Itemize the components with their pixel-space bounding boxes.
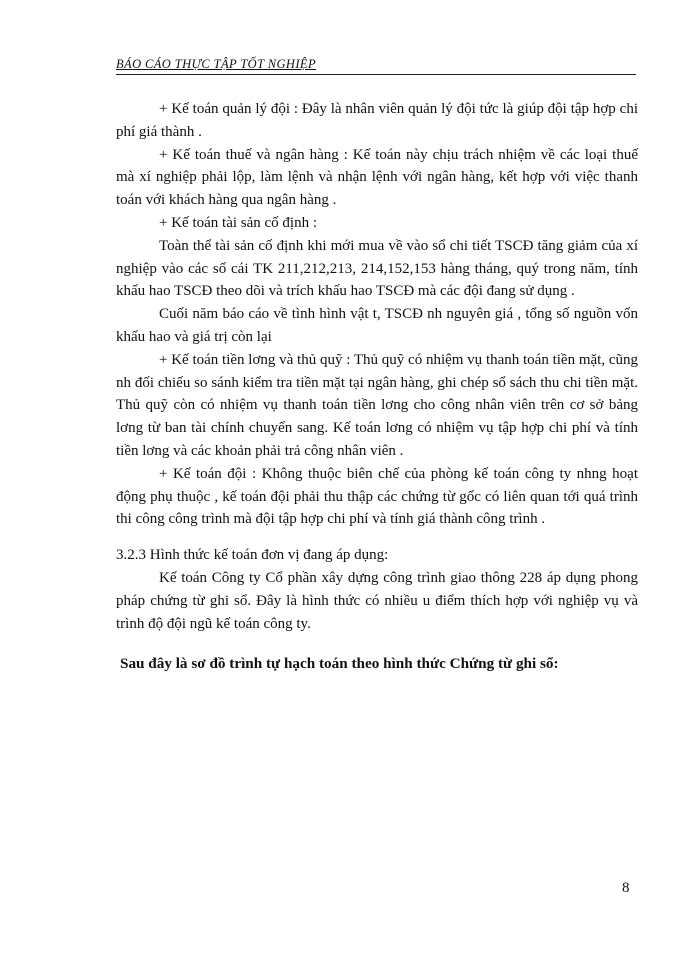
section-heading: 3.2.3 Hình thức kế toán đơn vị đang áp dụng: (116, 547, 389, 564)
document-body (116, 98, 638, 676)
page-number: 8 (622, 880, 630, 896)
header-title: BÁO CÁO THỰC TẬP TỐT NGHIỆP (116, 57, 316, 71)
paragraph-site-accountant: + Kế toán đội : Không thuộc biên chế của phòng kế toán công ty nhng hoạt động phụ thuộc , kế toán đội phải thu thập các chứng từ gốc có liên quan tới quá trình thi công công trình mà đội tập hợp chi phí và tính giá thành công trình . (116, 465, 638, 528)
closing-statement: Sau đây là sơ đồ trình tự hạch toán theo hình thức Chứng từ ghi sổ: (120, 655, 559, 673)
paragraph-team-accountant: + Kế toán quản lý đội : Đây là nhân viên quản lý đội tức là giúp đội tập hợp chi phí giá thành . (116, 101, 638, 140)
page-header (116, 56, 636, 75)
paragraph-fixed-asset-heading: + Kế toán tài sản cố định : (159, 214, 318, 231)
paragraph-tax-bank-accountant: + Kế toán thuế và ngân hàng : Kế toán này chịu trách nhiệm về các loại thuế mà xí nghiệp phải lộp, làm lệnh và nhận lệnh với ngân hàng, kết hợp với việc thanh toán với khách hàng qua ngân hàng . (116, 146, 638, 209)
paragraph-salary-treasurer: + Kế toán tiền lơng và thủ quỹ : Thủ quỹ có nhiệm vụ thanh toán tiền mặt, cũng nh đối chiếu so sánh kiểm tra tiền mặt tại ngân hàng, ghi chép sổ sách thu chi tiền mặt. Thủ quỹ còn có nhiệm vụ thanh toán tiền lơng cho công nhân viên trên cơ sở bảng lơng từ ban tài chính chuyển sang. Kế toán lơng có nhiệm vụ tập hợp chi phí và tính tiền lơng và các khoản phải trả công nhân viên . (116, 351, 638, 459)
paragraph-fixed-asset-detail: Toàn thể tài sản cố định khi mới mua về vào sổ chi tiết TSCĐ tăng giảm của xí nghiệp vào các sổ cái TK 211,212,213, 214,152,153 hàng tháng, quý trong năm, tính khấu hao TSCĐ theo dõi và trích khấu hao TSCĐ mà các đội đang sử dụng . (116, 237, 638, 300)
paragraph-year-end-report: Cuối năm báo cáo về tình hình vật t, TSCĐ nh nguyên giá , tổng số nguồn vốn khấu hao và giá trị còn lại (116, 306, 638, 345)
section-paragraph: Kế toán Công ty Cổ phần xây dựng công trình giao thông 228 áp dụng phong pháp chứng từ ghi sổ. Đây là hình thức có nhiều u điểm thích hợp với nghiệp vụ và trình độ đội ngũ kế toán công ty. (116, 569, 638, 632)
